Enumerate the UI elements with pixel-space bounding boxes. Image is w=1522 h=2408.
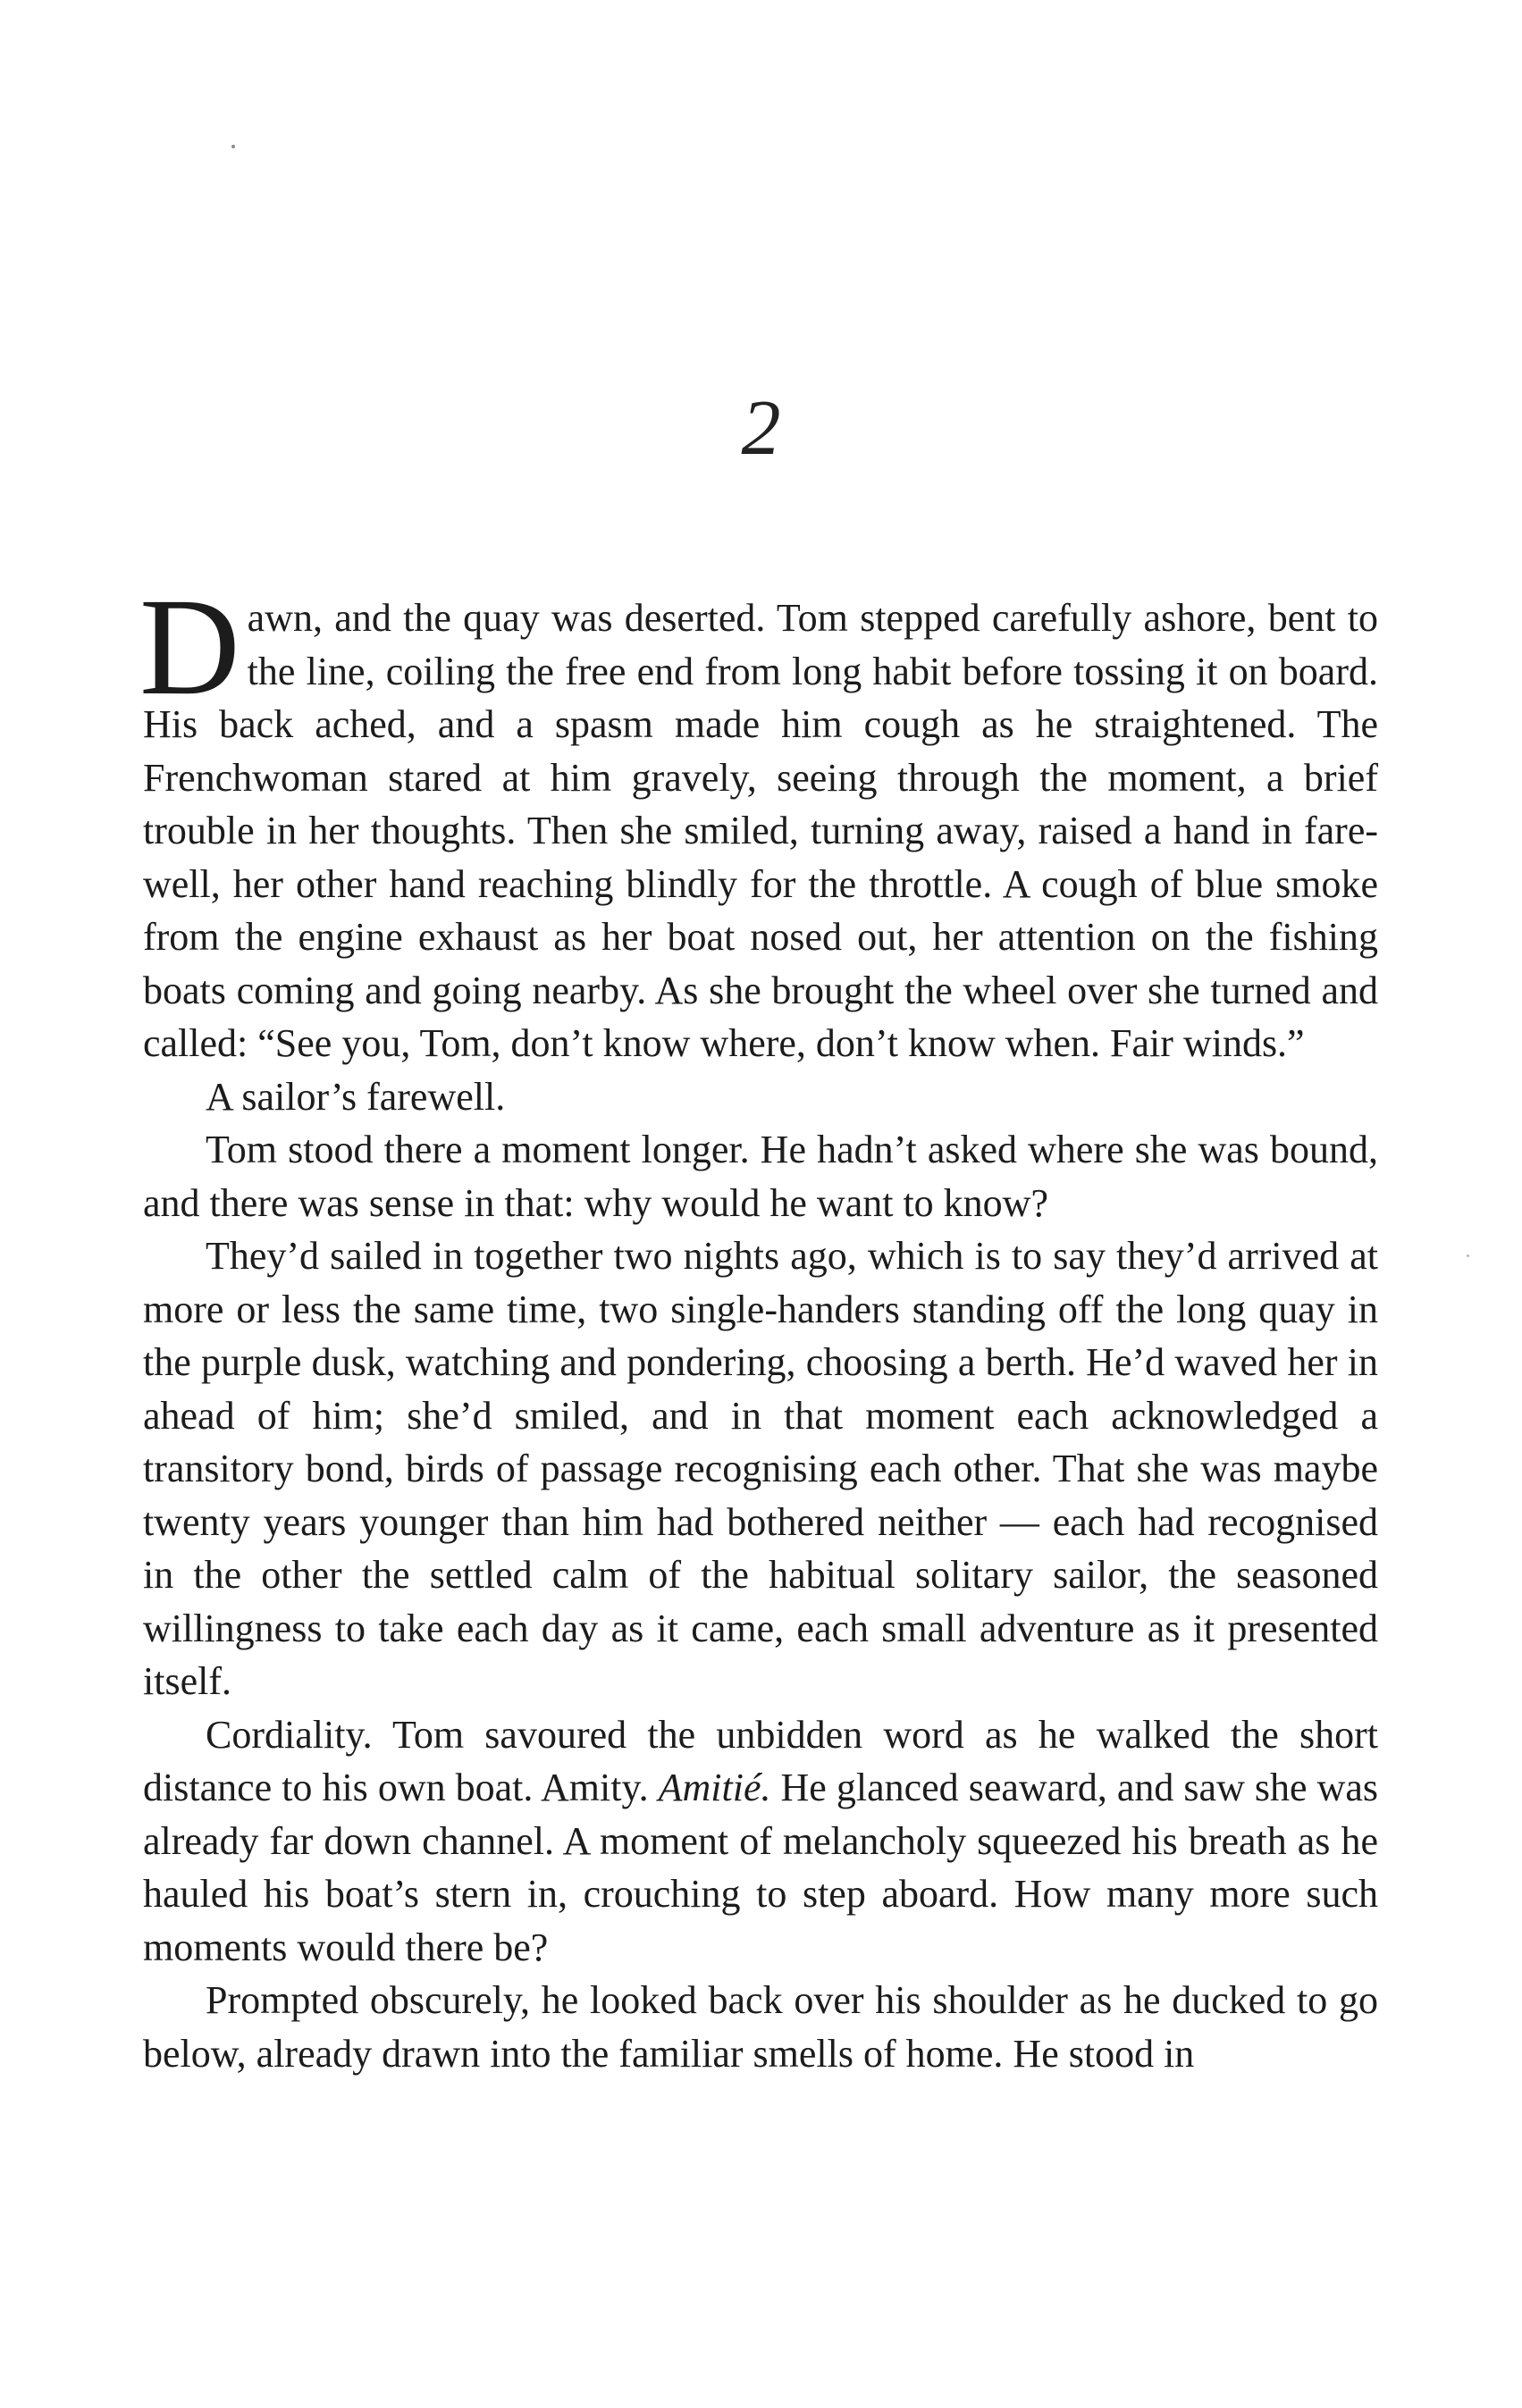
chapter-number: 2 (741, 385, 781, 472)
drop-cap: D (139, 569, 240, 724)
paragraph-5-text-before: Cordiality. Tom savoured the unbidden word as he walked the short distance to his own boat. Amity. (143, 1712, 1378, 1809)
paragraph-5-text-after: He glanced seaward, and saw she was already far down channel. A moment of melancholy squeezed his breath as he hauled his boat’s stern in, crouching to step aboard. How many more such moments would there be? (143, 1766, 1378, 1969)
paragraph-5 (143, 1708, 1378, 1975)
paragraph-6: Prompted obscurely, he looked back over his shoulder as he ducked to go below, already drawn into the familiar smells of home. He stood in (143, 1978, 1378, 2076)
paragraph-2: A sailor’s farewell. (206, 1074, 506, 1119)
paragraph-1 (139, 569, 1378, 1070)
paragraph-3: Tom stood there a moment longer. He hadn’t asked where she was bound, and there was sense in that: why would he want to know? (143, 1128, 1378, 1225)
paragraph-4: They’d sailed in together two nights ago, which is to say they’d arrived at more or less the same time, two single-handers standing off the long quay in the purple dusk, watching and pondering, choosing a berth. He’d waved her in ahead of him; she’d smiled, and in that moment each acknowledged a transitory bond, birds of passage recognising each other. That she was maybe twenty years younger than him had bothered neither — each had recognised in the other the settled calm of the habitual solitary sailor, the seasoned willingness to take each day as it came, each small adventure as it presented itself. (143, 1234, 1378, 1703)
scan-speck (1467, 1254, 1469, 1257)
scan-speck (231, 145, 235, 148)
italic-word: Amitié. (658, 1766, 771, 1809)
body-text (139, 569, 1378, 2080)
paragraph-1-text: awn, and the quay was deserted. Tom stepped carefully ashore, bent to the line, coiling the free end from long habit before tossing it on board. His back ached, and a spasm made him cough as he straightened. The Frenchwoman stared at him gravely, seeing through the moment, a brief trouble in her thoughts. Then she smiled, turning away, raised a hand in farewell, her other hand reaching blindly for the throttle. A cough of blue smoke from the engine exhaust as her boat nosed out, her attention on the fishing boats coming and going nearby. As she brought the wheel over she turned and called: “See you, Tom, don’t know where, don’t know when. Fair winds.” (143, 596, 1378, 1065)
